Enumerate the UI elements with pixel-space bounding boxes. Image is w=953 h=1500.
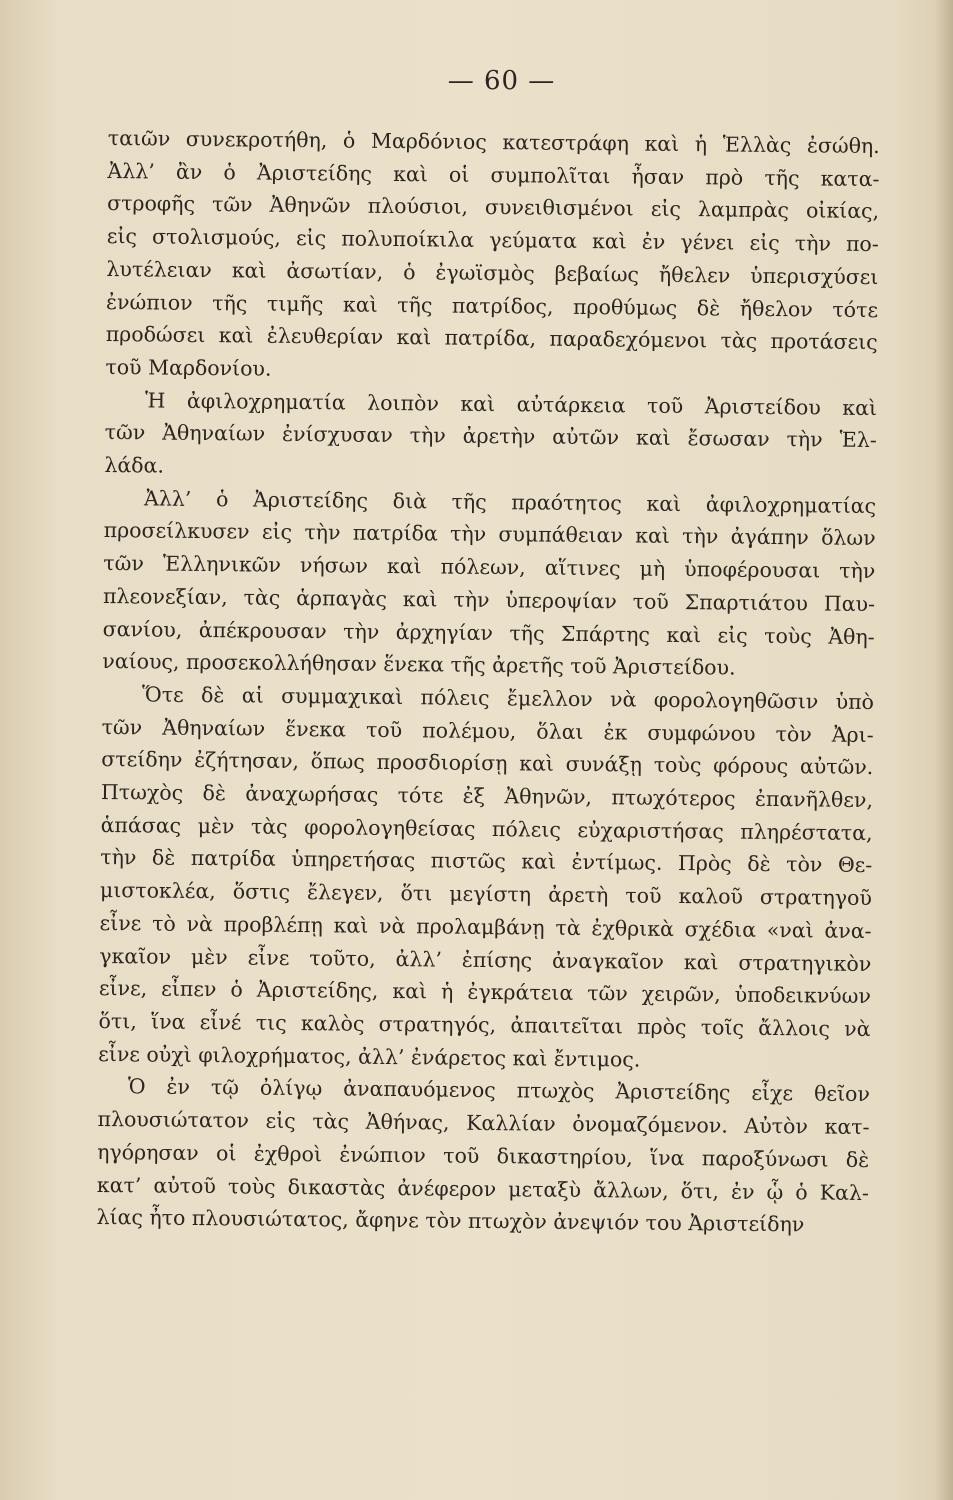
text-line: σανίου, ἀπέκρουσαν τὴν ἀρχηγίαν τῆς Σπάρτης καὶ εἰς τοὺς Ἀθη-: [102, 616, 875, 649]
text-line: ταιῶν συνεκροτήθη, ὁ Μαρδόνιος κατεστράφη καὶ ἡ Ἑλλὰς ἐσώθη.: [107, 125, 880, 159]
text-line: Ὅτε δὲ αἱ συμμαχικαὶ πόλεις ἔμελλον νὰ φορολογηθῶσιν ὑπὸ: [141, 682, 875, 715]
text-line: Ἀλλ’ ὁ Ἀριστείδης διὰ τῆς πραότητος καὶ ἀφιλοχρηματίας: [143, 486, 877, 518]
text-line: προσείλκυσεν εἰς τὴν πατρίδα τὴν συμπάθειαν καὶ τὴν ἀγάπην ὅλων: [103, 518, 876, 551]
text-line: τῶν Ἀθηναίων ἕνεκα τοῦ πολέμου, ὅλαι ἐκ συμφώνου τὸν Ἀρι-: [101, 714, 874, 747]
paragraph: [102, 482, 876, 686]
paragraph: [98, 678, 874, 1079]
text-line: λίας ἦτο πλουσιώτατος, ἄφηνε τὸν πτωχὸν ἀνεψιόν του Ἀριστείδην: [96, 1205, 805, 1237]
text-line: γκαῖον μὲν εἶνε τοῦτο, ἀλλ’ ἐπίσης ἀναγκαῖον καὶ στρατηγικὸν: [99, 943, 872, 976]
body-text: [96, 122, 880, 1242]
text-line: ἁπάσας μὲν τὰς φορολογηθείσας πόλεις εὐχαριστήσας πληρέστατα,: [100, 812, 873, 845]
text-line: μιστοκλέα, ὅστις ἔλεγεν, ὅτι μεγίστη ἀρετὴ τοῦ καλοῦ στρατηγοῦ: [99, 878, 873, 911]
text-line: πλεονεξίαν, τὰς ἁρπαγὰς καὶ τὴν ὑπεροψίαν τοῦ Σπαρτιάτου Παυ-: [102, 583, 876, 616]
text-line: εἶνε, εἶπεν ὁ Ἀριστείδης, καὶ ἡ ἐγκράτεια τῶν χειρῶν, ὑποδεικνύων: [98, 976, 872, 1009]
paragraph: [96, 1070, 870, 1242]
text-line: κατ’ αὐτοῦ τοὺς δικαστὰς ἀνέφερον μεταξὺ ἄλλων, ὅτι, ἐν ᾧ ὁ Καλ-: [96, 1172, 869, 1205]
text-line: ηγόρησαν οἱ ἐχθροὶ ἐνώπιον τοῦ δικαστηρίου, ἵνα παροξύνωσι δὲ: [97, 1139, 870, 1172]
text-line: εἰς στολισμούς, εἰς πολυποίκιλα γεύματα καὶ ἐν γένει εἰς τὴν πο-: [106, 224, 879, 257]
text-line: τῶν Ἑλληνικῶν νήσων καὶ πόλεων, αἵτινες μὴ ὑποφέρουσαι τὴν: [103, 551, 876, 584]
page-number: — 60 —: [447, 66, 556, 96]
text-line: τὴν δὲ πατρίδα ὑπηρετήσας πιστῶς καὶ ἐντίμως. Πρὸς δὲ τὸν Θε-: [100, 845, 873, 878]
text-line: τῶν Ἀθηναίων ἐνίσχυσαν τὴν ἀρετὴν αὐτῶν καὶ ἔσωσαν τὴν Ἑλ-: [104, 420, 877, 453]
text-line: εἶνε οὐχὶ φιλοχρήματος, ἀλλ’ ἐνάρετος καὶ ἔντιμος.: [98, 1041, 641, 1072]
text-line: τοῦ Μαρδονίου.: [105, 354, 272, 381]
text-line: Ἀλλ’ ἂν ὁ Ἀριστείδης καὶ οἱ συμπολῖται ἦσαν πρὸ τῆς κατα-: [107, 158, 880, 191]
paragraph: [104, 384, 877, 490]
text-line: πλουσιώτατον εἰς τὰς Ἀθήνας, Καλλίαν ὀνομαζόμενον. Αὐτὸν κατ-: [97, 1107, 870, 1140]
text-line: ναίους, προσεκολλήθησαν ἕνεκα τῆς ἀρετῆς τοῦ Ἀριστείδου.: [102, 649, 736, 680]
text-line: λάδα.: [104, 453, 165, 478]
text-line: ὅτι, ἵνα εἶνέ τις καλὸς στρατηγός, ἀπαιτεῖται πρὸς τοῖς ἄλλοις νὰ: [98, 1008, 871, 1042]
text-line: Ὁ ἐν τῷ ὀλίγῳ ἀναπαυόμενος πτωχὸς Ἀριστείδης εἶχε θεῖον: [127, 1074, 870, 1107]
text-line: στείδην ἐζήτησαν, ὅπως προσδιορίσῃ καὶ συνάξῃ τοὺς φόρους αὐτῶν.: [101, 747, 874, 780]
text-line: εἶνε τὸ νὰ προβλέπῃ καὶ νὰ προλαμβάνῃ τὰ ἐχθρικὰ σχέδια «ναὶ ἀνα-: [99, 910, 872, 943]
text-line: λυτέλειαν καὶ ἀσωτίαν, ὁ ἐγωϊσμὸς βεβαίως ἤθελεν ὑπερισχύσει: [106, 256, 879, 289]
paragraph: [105, 122, 880, 392]
page-gutter-shadow: [935, 0, 953, 1500]
text-line: στροφῆς τῶν Ἀθηνῶν πλούσιοι, συνειθισμένοι εἰς λαμπρὰς οἰκίας,: [107, 191, 880, 224]
text-line: Πτωχὸς δὲ ἀναχωρήσας τότε ἐξ Ἀθηνῶν, πτωχότερος ἐπανῆλθεν,: [100, 780, 874, 813]
text-line: προδώσει καὶ ἐλευθερίαν καὶ πατρίδα, παραδεχόμενοι τὰς προτάσεις: [105, 322, 878, 355]
text-line: ἐνώπιον τῆς τιμῆς καὶ τῆς πατρίδος, προθύμως δὲ ἤθελον τότε: [105, 289, 879, 322]
text-line: Ἡ ἀφιλοχρηματία λοιπὸν καὶ αὐτάρκεια τοῦ Ἀριστείδου καὶ: [144, 388, 878, 420]
